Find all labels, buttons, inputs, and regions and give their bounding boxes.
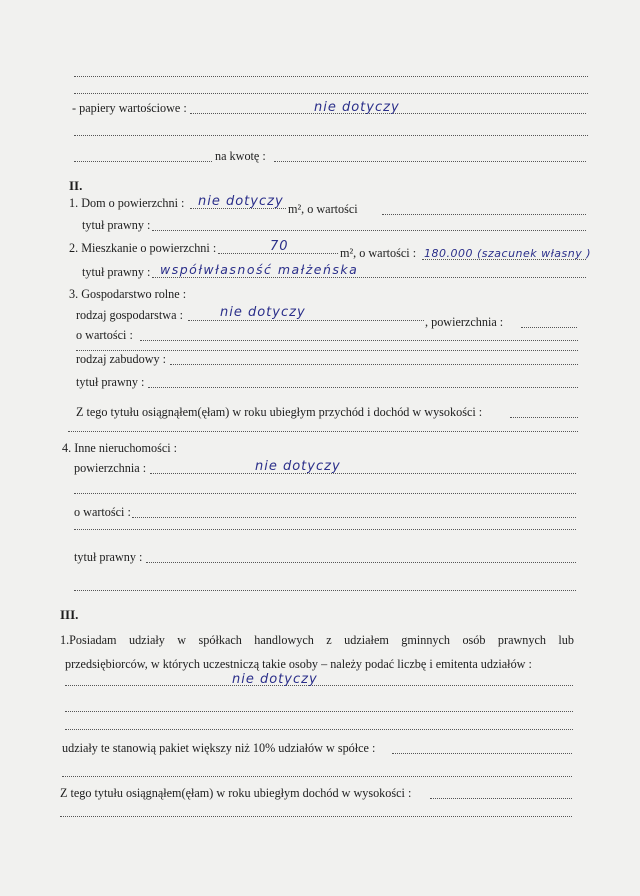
- farm-area-line: [521, 327, 577, 328]
- blank-line: [65, 711, 573, 712]
- other-property-label: 4. Inne nieruchomości :: [62, 441, 178, 455]
- shares-income-label: Z tego tytułu osiągnąłem(ęłam) w roku ubiegłym dochód w wysokości :: [60, 786, 412, 800]
- farm-label: 3. Gospodarstwo rolne :: [69, 287, 187, 301]
- amount-line: [274, 161, 586, 162]
- amount-prefix-line: [74, 161, 212, 162]
- house-unit: m², o wartości: [288, 202, 358, 216]
- other-worth-label: o wartości :: [74, 505, 131, 519]
- securities-label: - papiery wartościowe :: [72, 101, 187, 115]
- farm-income-label: Z tego tytułu osiągnąłem(ęłam) w roku ubiegłym przychód i dochód w wysokości :: [76, 405, 483, 419]
- share-package-line: [392, 753, 572, 754]
- other-title-label: tytuł prawny :: [74, 550, 143, 564]
- blank-line: [68, 431, 578, 432]
- shares-line: [65, 685, 573, 686]
- other-area-value: nie dotyczy: [255, 459, 341, 474]
- farm-type-value: nie dotyczy: [220, 305, 306, 320]
- house-title-line: [152, 230, 586, 231]
- share-package-label: udziały te stanowią pakiet większy niż 10% udziałów w spółce :: [62, 741, 376, 755]
- shares-paragraph-line2: przedsiębiorców, w których uczestniczą takie osoby – należy podać liczbę i emitenta udziałów :: [65, 657, 532, 671]
- farm-worth-label: o wartości :: [76, 328, 133, 342]
- flat-value: 180.000 (szacunek własny ): [424, 247, 592, 260]
- flat-title-line: [152, 277, 586, 278]
- other-worth-line: [132, 517, 576, 518]
- house-area-value: nie dotyczy: [198, 194, 284, 209]
- blank-line: [74, 529, 576, 530]
- farm-buildings-line: [170, 364, 578, 365]
- farm-title-label: tytuł prawny :: [76, 375, 145, 389]
- blank-line: [60, 816, 572, 817]
- house-value-line: [382, 214, 586, 215]
- securities-value: nie dotyczy: [314, 100, 400, 115]
- farm-income-line: [510, 417, 578, 418]
- house-label: 1. Dom o powierzchni :: [69, 196, 185, 210]
- farm-title-line: [148, 387, 578, 388]
- blank-line: [76, 350, 578, 351]
- other-area-line: [150, 473, 576, 474]
- farm-type-label: rodzaj gospodarstwa :: [76, 308, 183, 322]
- flat-area-value: 70: [270, 239, 289, 254]
- farm-worth-line: [140, 340, 578, 341]
- other-title-line: [146, 562, 576, 563]
- blank-line: [74, 76, 588, 77]
- flat-unit: m², o wartości :: [340, 246, 417, 260]
- blank-line: [62, 776, 572, 777]
- blank-line: [74, 93, 588, 94]
- shares-value: nie dotyczy: [232, 672, 318, 687]
- farm-area-label: , powierzchnia :: [425, 315, 504, 329]
- blank-line: [74, 135, 588, 136]
- farm-buildings-label: rodzaj zabudowy :: [76, 352, 167, 366]
- flat-title-value: współwłasność małżeńska: [160, 262, 359, 277]
- blank-line: [74, 493, 576, 494]
- shares-paragraph-line1: 1.Posiadam udziały w spółkach handlowych z udziałem gminnych osób prawnych lub: [60, 633, 574, 647]
- shares-income-line: [430, 798, 572, 799]
- amount-label: na kwotę :: [215, 149, 266, 163]
- farm-type-line: [188, 320, 424, 321]
- house-title-label: tytuł prawny :: [82, 218, 151, 232]
- section-ii-heading: II.: [69, 178, 83, 193]
- blank-line: [65, 729, 573, 730]
- flat-label: 2. Mieszkanie o powierzchni :: [69, 241, 217, 255]
- other-area-label: powierzchnia :: [74, 461, 147, 475]
- flat-title-label: tytuł prawny :: [82, 265, 151, 279]
- section-iii-heading: III.: [60, 607, 79, 622]
- blank-line: [74, 590, 576, 591]
